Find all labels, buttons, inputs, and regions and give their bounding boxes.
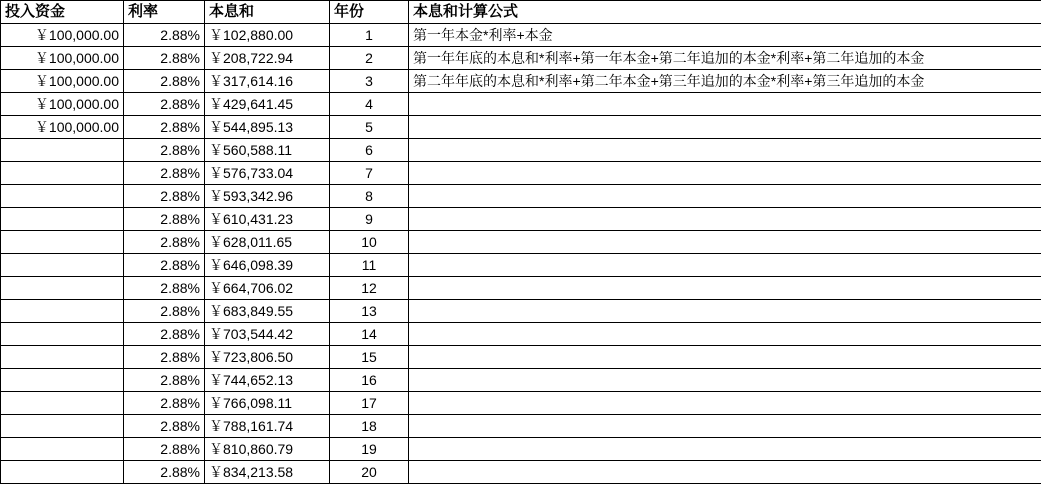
cell-total[interactable]: ￥544,895.13 (205, 116, 330, 139)
cell-year[interactable]: 19 (330, 438, 409, 461)
table-row (1, 47, 1041, 70)
cell-rate[interactable]: 2.88% (124, 369, 205, 392)
cell-investment[interactable] (1, 369, 124, 392)
cell-formula[interactable] (409, 139, 1041, 162)
cell-year[interactable]: 17 (330, 392, 409, 415)
cell-rate[interactable]: 2.88% (124, 70, 205, 93)
cell-total[interactable]: ￥102,880.00 (205, 24, 330, 47)
cell-rate[interactable]: 2.88% (124, 392, 205, 415)
cell-year[interactable]: 2 (330, 47, 409, 70)
header-year[interactable]: 年份 (330, 1, 409, 24)
table-body (1, 24, 1041, 484)
cell-rate[interactable]: 2.88% (124, 415, 205, 438)
cell-total[interactable]: ￥810,860.79 (205, 438, 330, 461)
cell-rate[interactable]: 2.88% (124, 346, 205, 369)
cell-investment[interactable] (1, 415, 124, 438)
header-investment[interactable]: 投入资金 (1, 1, 124, 24)
cell-investment[interactable] (1, 231, 124, 254)
cell-year[interactable]: 8 (330, 185, 409, 208)
cell-formula[interactable] (409, 185, 1041, 208)
header-row (1, 1, 1041, 24)
cell-investment[interactable] (1, 438, 124, 461)
cell-investment[interactable]: ￥100,000.00 (1, 70, 124, 93)
header-formula[interactable]: 本息和计算公式 (409, 1, 1041, 24)
table-row (1, 185, 1041, 208)
cell-rate[interactable]: 2.88% (124, 323, 205, 346)
cell-formula[interactable] (409, 162, 1041, 185)
cell-formula[interactable] (409, 323, 1041, 346)
cell-formula[interactable] (409, 438, 1041, 461)
cell-total[interactable]: ￥610,431.23 (205, 208, 330, 231)
table-row (1, 162, 1041, 185)
table-row (1, 392, 1041, 415)
cell-investment[interactable] (1, 185, 124, 208)
cell-year[interactable]: 9 (330, 208, 409, 231)
cell-rate[interactable]: 2.88% (124, 24, 205, 47)
cell-year[interactable]: 11 (330, 254, 409, 277)
cell-rate[interactable]: 2.88% (124, 139, 205, 162)
cell-formula[interactable] (409, 392, 1041, 415)
table-row (1, 139, 1041, 162)
cell-total[interactable]: ￥744,652.13 (205, 369, 330, 392)
header-total[interactable]: 本息和 (205, 1, 330, 24)
table-row (1, 208, 1041, 231)
table-row (1, 116, 1041, 139)
cell-rate[interactable]: 2.88% (124, 185, 205, 208)
cell-year[interactable]: 12 (330, 277, 409, 300)
cell-investment[interactable]: ￥100,000.00 (1, 47, 124, 70)
cell-total[interactable]: ￥766,098.11 (205, 392, 330, 415)
cell-year[interactable]: 1 (330, 24, 409, 47)
table-row (1, 369, 1041, 392)
cell-total[interactable]: ￥560,588.11 (205, 139, 330, 162)
cell-total[interactable]: ￥664,706.02 (205, 277, 330, 300)
cell-investment[interactable] (1, 208, 124, 231)
cell-year[interactable]: 13 (330, 300, 409, 323)
cell-year[interactable]: 18 (330, 415, 409, 438)
cell-year[interactable]: 15 (330, 346, 409, 369)
cell-formula[interactable]: 第二年年底的本息和*利率+第二年本金+第三年追加的本金*利率+第三年追加的本金 (409, 70, 1041, 93)
cell-year[interactable]: 16 (330, 369, 409, 392)
cell-total[interactable]: ￥703,544.42 (205, 323, 330, 346)
cell-total[interactable]: ￥788,161.74 (205, 415, 330, 438)
cell-rate[interactable]: 2.88% (124, 277, 205, 300)
cell-total[interactable]: ￥576,733.04 (205, 162, 330, 185)
cell-rate[interactable]: 2.88% (124, 438, 205, 461)
cell-formula[interactable] (409, 369, 1041, 392)
table-row (1, 277, 1041, 300)
cell-year[interactable]: 5 (330, 116, 409, 139)
cell-rate[interactable]: 2.88% (124, 162, 205, 185)
cell-investment[interactable]: ￥100,000.00 (1, 24, 124, 47)
cell-total[interactable]: ￥723,806.50 (205, 346, 330, 369)
cell-rate[interactable]: 2.88% (124, 300, 205, 323)
cell-year[interactable]: 3 (330, 70, 409, 93)
table-row (1, 346, 1041, 369)
cell-formula[interactable] (409, 346, 1041, 369)
header-rate[interactable]: 利率 (124, 1, 205, 24)
table-row (1, 24, 1041, 47)
cell-investment[interactable] (1, 254, 124, 277)
cell-investment[interactable]: ￥100,000.00 (1, 116, 124, 139)
cell-investment[interactable] (1, 162, 124, 185)
cell-year[interactable]: 14 (330, 323, 409, 346)
cell-rate[interactable]: 2.88% (124, 93, 205, 116)
cell-year[interactable]: 4 (330, 93, 409, 116)
cell-rate[interactable]: 2.88% (124, 208, 205, 231)
cell-investment[interactable] (1, 461, 124, 484)
cell-investment[interactable] (1, 277, 124, 300)
table-row (1, 70, 1041, 93)
cell-formula[interactable] (409, 277, 1041, 300)
cell-investment[interactable]: ￥100,000.00 (1, 93, 124, 116)
cell-investment[interactable] (1, 346, 124, 369)
cell-year[interactable]: 20 (330, 461, 409, 484)
cell-rate[interactable]: 2.88% (124, 461, 205, 484)
cell-formula[interactable] (409, 116, 1041, 139)
table-row (1, 93, 1041, 116)
table-row (1, 231, 1041, 254)
cell-investment[interactable] (1, 392, 124, 415)
cell-total[interactable]: ￥646,098.39 (205, 254, 330, 277)
cell-formula[interactable] (409, 254, 1041, 277)
cell-formula[interactable] (409, 231, 1041, 254)
cell-total[interactable]: ￥429,641.45 (205, 93, 330, 116)
cell-rate[interactable]: 2.88% (124, 254, 205, 277)
cell-formula[interactable] (409, 415, 1041, 438)
cell-formula[interactable] (409, 208, 1041, 231)
cell-total[interactable]: ￥628,011.65 (205, 231, 330, 254)
cell-formula[interactable] (409, 461, 1041, 484)
table-row (1, 438, 1041, 461)
table-row (1, 254, 1041, 277)
table-row (1, 415, 1041, 438)
table-row (1, 300, 1041, 323)
cell-total[interactable]: ￥683,849.55 (205, 300, 330, 323)
cell-rate[interactable]: 2.88% (124, 231, 205, 254)
table-row (1, 461, 1041, 484)
table-row (1, 323, 1041, 346)
cell-investment[interactable] (1, 323, 124, 346)
cell-investment[interactable] (1, 139, 124, 162)
cell-year[interactable]: 7 (330, 162, 409, 185)
cell-rate[interactable]: 2.88% (124, 47, 205, 70)
cell-total[interactable]: ￥593,342.96 (205, 185, 330, 208)
cell-total[interactable]: ￥317,614.16 (205, 70, 330, 93)
cell-formula[interactable]: 第一年年底的本息和*利率+第一年本金+第二年追加的本金*利率+第二年追加的本金 (409, 47, 1041, 70)
cell-year[interactable]: 6 (330, 139, 409, 162)
cell-rate[interactable]: 2.88% (124, 116, 205, 139)
cell-total[interactable]: ￥834,213.58 (205, 461, 330, 484)
cell-formula[interactable] (409, 300, 1041, 323)
cell-total[interactable]: ￥208,722.94 (205, 47, 330, 70)
cell-investment[interactable] (1, 300, 124, 323)
cell-formula[interactable] (409, 93, 1041, 116)
cell-formula[interactable]: 第一年本金*利率+本金 (409, 24, 1041, 47)
cell-year[interactable]: 10 (330, 231, 409, 254)
